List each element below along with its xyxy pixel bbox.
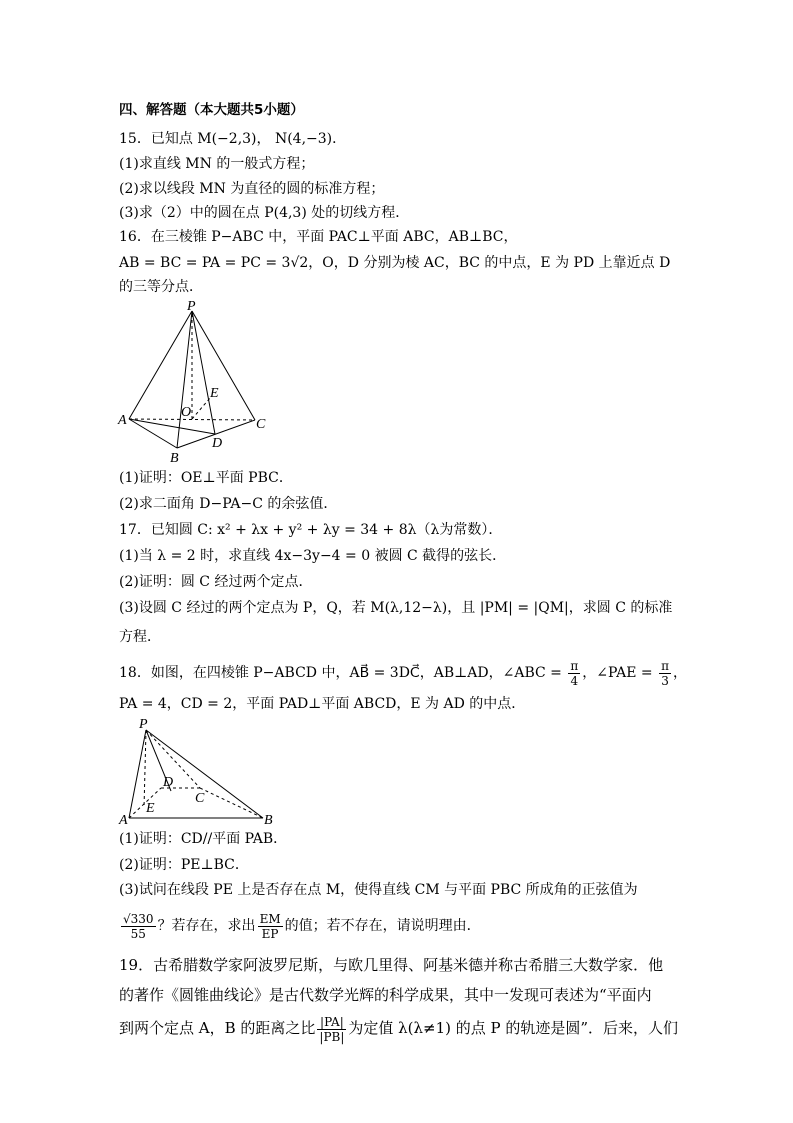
q16-label-D: D <box>212 436 223 451</box>
q17-part3-line1: (3)设圆 C 经过的两个定点为 P，Q，若 M(λ,12−λ)，且 |PM| = |QM|，求圆 C 的标准 <box>119 600 673 616</box>
q18-four: 4 <box>570 673 579 688</box>
q19-ratio-denominator: |PB| <box>319 1029 345 1044</box>
q18-part3-text-c: 的值；若不存在，请说明理由． <box>284 918 481 934</box>
q18-pi-2: π <box>661 658 669 673</box>
q18-angle-abc-fraction <box>568 659 580 688</box>
q19-line3-text-b: 为定值 λ(λ≠1) 的点 P 的轨迹是圆”．后来，人们 <box>348 1019 679 1037</box>
section-heading: 四、解答题（本大题共5小题） <box>119 102 304 118</box>
q16-pyramid-figure <box>115 298 275 464</box>
q16-label-B: B <box>170 451 179 464</box>
q16-label-P: P <box>187 299 196 314</box>
q18-part2: (2)证明：PE⊥BC． <box>119 857 249 873</box>
q18-label-P: P <box>139 717 148 732</box>
q18-pi: π <box>570 658 579 673</box>
q18-sine-numerator: √330 <box>123 911 154 926</box>
q18-ratio-denominator: EP <box>261 926 279 941</box>
q17-stem: 17．已知圆 C: x² + λx + y² + λy = 34 + 8λ（λ为常数）． <box>119 522 503 538</box>
q18-angle-pae-fraction <box>659 659 671 688</box>
q18-label-E: E <box>146 801 155 816</box>
q18-stem-line2: PA = 4，CD = 2，平面 PAD⊥平面 ABCD，E 为 AD 的中点． <box>119 696 526 712</box>
q18-stem-line1 <box>119 658 687 688</box>
q15-part3: (3)求（2）中的圆在点 P(4,3) 处的切线方程． <box>119 205 410 221</box>
q19-ratio-numerator: |PA| <box>317 1015 346 1030</box>
q16-label-O: O <box>181 405 192 420</box>
q19-line1: 19．古希腊数学家阿波罗尼斯，与欧几里得、阿基米德并称古希腊三大数学家．他 <box>119 956 664 974</box>
q18-ratio-numerator: EM <box>259 911 281 926</box>
q19-line2: 的著作《圆锥曲线论》是古代数学光辉的科学成果，其中一发现可表述为“平面内 <box>119 986 652 1004</box>
q16-label-C: C <box>256 417 266 432</box>
q15-stem: 15．已知点 M(−2,3)， N(4,−3)． <box>119 131 347 147</box>
q18-label-A: A <box>119 813 128 828</box>
q18-label-C: C <box>195 791 205 806</box>
q15-part2: (2)求以线段 MN 为直径的圆的标准方程； <box>119 181 385 197</box>
q18-stem-text-b: ，∠PAE = <box>582 665 658 681</box>
q18-label-B: B <box>264 813 273 828</box>
q16-label-A: A <box>118 413 127 428</box>
q18-part1: (1)证明：CD//平面 PAB． <box>119 831 288 847</box>
q15-part1: (1)求直线 MN 的一般式方程； <box>119 156 315 172</box>
q18-sine-denominator: 55 <box>130 926 146 941</box>
q18-three: 3 <box>661 673 669 688</box>
q17-part1: (1)当 λ = 2 时，求直线 4x−3y−4 = 0 被圆 C 截得的弦长． <box>119 548 507 564</box>
q18-part3-line1: (3)试问在线段 PE 上是否存在点 M，使得直线 CM 与平面 PBC 所成角的正弦值为 <box>119 882 638 898</box>
q17-part3-line2: 方程． <box>119 629 161 645</box>
q18-stem-text-a: 18．如图，在四棱锥 P−ABCD 中，AB⃗ = 3DC⃗，AB⊥AD，∠ABC = <box>119 665 567 681</box>
q19-line3-text-a: 到两个定点 A，B 的距离之比 <box>119 1019 316 1037</box>
q16-part1: (1)证明：OE⊥平面 PBC． <box>119 470 293 486</box>
q18-stem-text-c: ， <box>672 665 687 681</box>
q16-stem-line1: 16．在三棱锥 P−ABC 中，平面 PAC⊥平面 ABC，AB⊥BC， <box>119 229 518 245</box>
q16-stem-line3: 的三等分点． <box>119 279 203 295</box>
q19-line3 <box>119 1008 678 1048</box>
q16-part2: (2)求二面角 D−PA−C 的余弦值． <box>119 496 338 512</box>
q18-part3-line2 <box>119 908 481 944</box>
q18-label-D: D <box>163 775 174 790</box>
q18-pyramid-figure <box>115 716 285 828</box>
q17-part2: (2)证明：圆 C 经过两个定点． <box>119 574 313 590</box>
q16-stem-line2: AB = BC = PA = PC = 3√2，O，D 分别为棱 AC，BC 的中点，E 为 PD 上靠近点 D <box>119 255 671 271</box>
q19-ratio-fraction <box>317 1015 346 1044</box>
q16-label-E: E <box>210 386 219 401</box>
q18-part3-text-b: ？若存在，求出 <box>157 918 256 934</box>
q18-sine-fraction <box>121 912 156 941</box>
q18-ratio-fraction <box>258 912 283 941</box>
